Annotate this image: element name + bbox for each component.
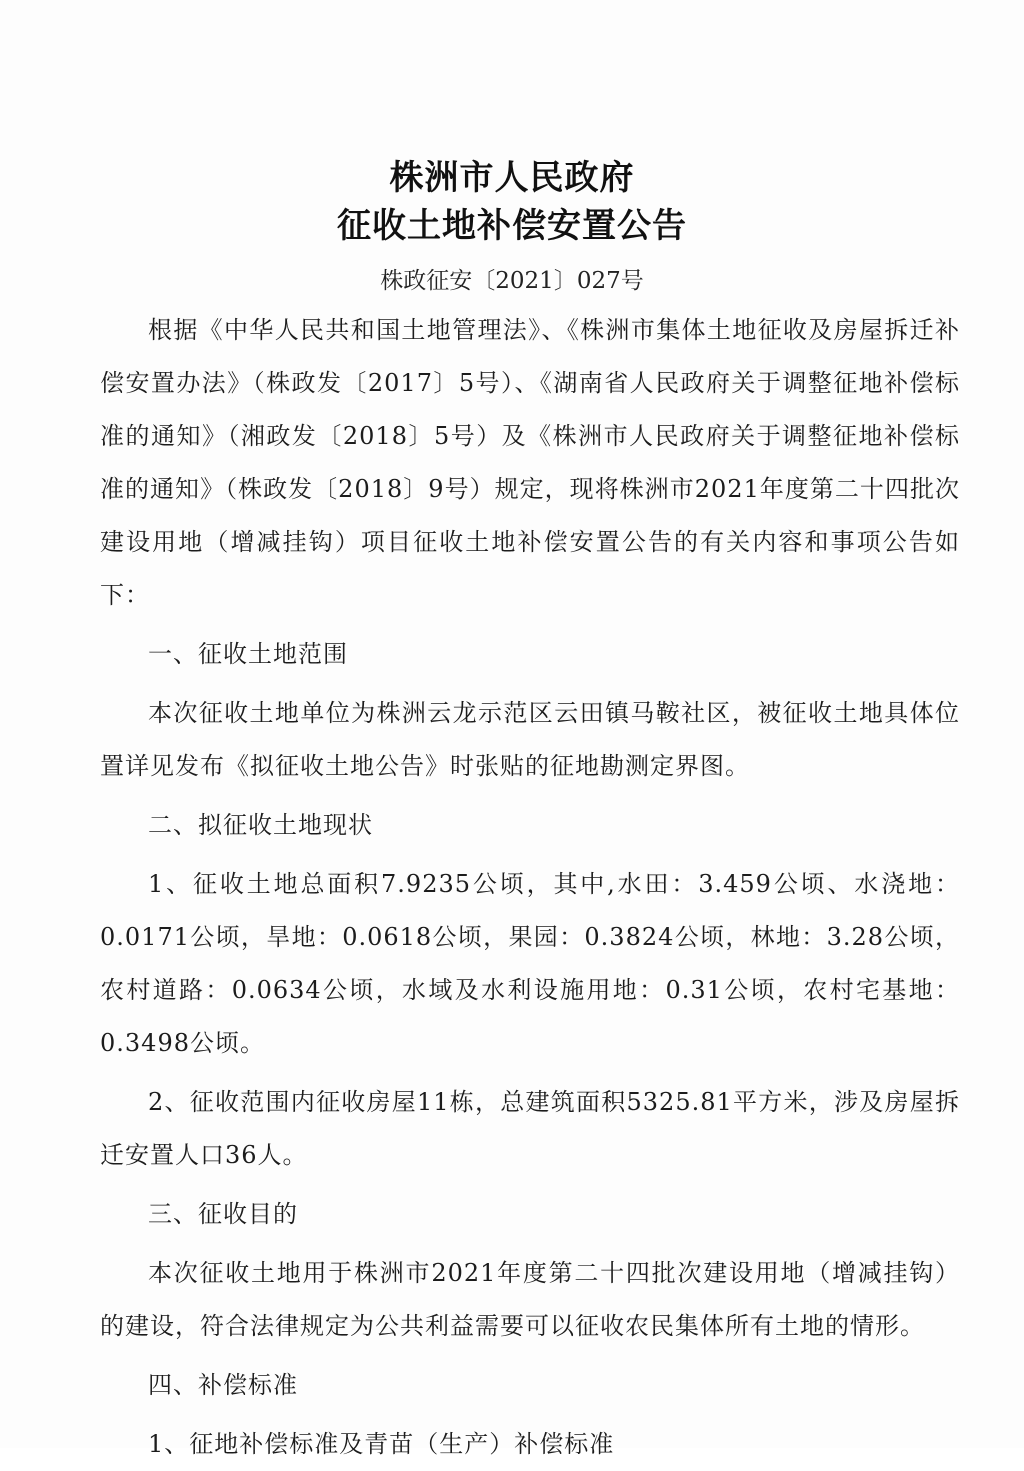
section-4-item-1: 1、征地补偿标准及青苗（生产）补偿标准 [148,1430,615,1458]
section-1-heading: 一、征收土地范围 [148,640,348,668]
document-number: 株政征安〔2021〕027号 [380,268,644,294]
section-2-item-2: 2、征收范围内征收房屋11栋，总建筑面积5325.81平方米，涉及房屋拆迁安置人口36人。 [100,1088,960,1169]
document-title-line-2: 征收土地补偿安置公告 [337,206,687,246]
intro-paragraph: 根据《中华人民共和国土地管理法》、《株洲市集体土地征收及房屋拆迁补偿安置办法》（株政发〔2017〕5号）、《湖南省人民政府关于调整征地补偿标准的通知》（湘政发〔2018〕5号）及《株洲市人民政府关于调整征地补偿标准的通知》（株政发〔2018〕9号）规定，现将株洲市2021年度第二十四批次建设用地（增减挂钩）项目征收土地补偿安置公告的有关内容和事项公告如下： [100,316,960,609]
section-2-heading: 二、拟征收土地现状 [148,811,373,839]
section-3-paragraph: 本次征收土地用于株洲市2021年度第二十四批次建设用地（增减挂钩）的建设，符合法律规定为公共利益需要可以征收农民集体所有土地的情形。 [100,1259,960,1340]
section-1-paragraph: 本次征收土地单位为株洲云龙示范区云田镇马鞍社区，被征收土地具体位置详见发布《拟征收土地公告》时张贴的征地勘测定界图。 [100,699,960,780]
section-4-heading: 四、补偿标准 [148,1371,298,1399]
section-3-heading: 三、征收目的 [148,1200,298,1228]
section-2-item-1: 1、征收土地总面积7.9235公顷，其中,水田：3.459公顷、水浇地：0.0171公顷，旱地：0.0618公顷，果园：0.3824公顷，林地：3.28公顷，农村道路：0.0634公顷，水域及水利设施用地：0.31公顷，农村宅基地：0.3498公顷。 [100,870,960,1057]
document-title-line-1: 株洲市人民政府 [389,158,635,198]
document-body [100,304,960,1471]
